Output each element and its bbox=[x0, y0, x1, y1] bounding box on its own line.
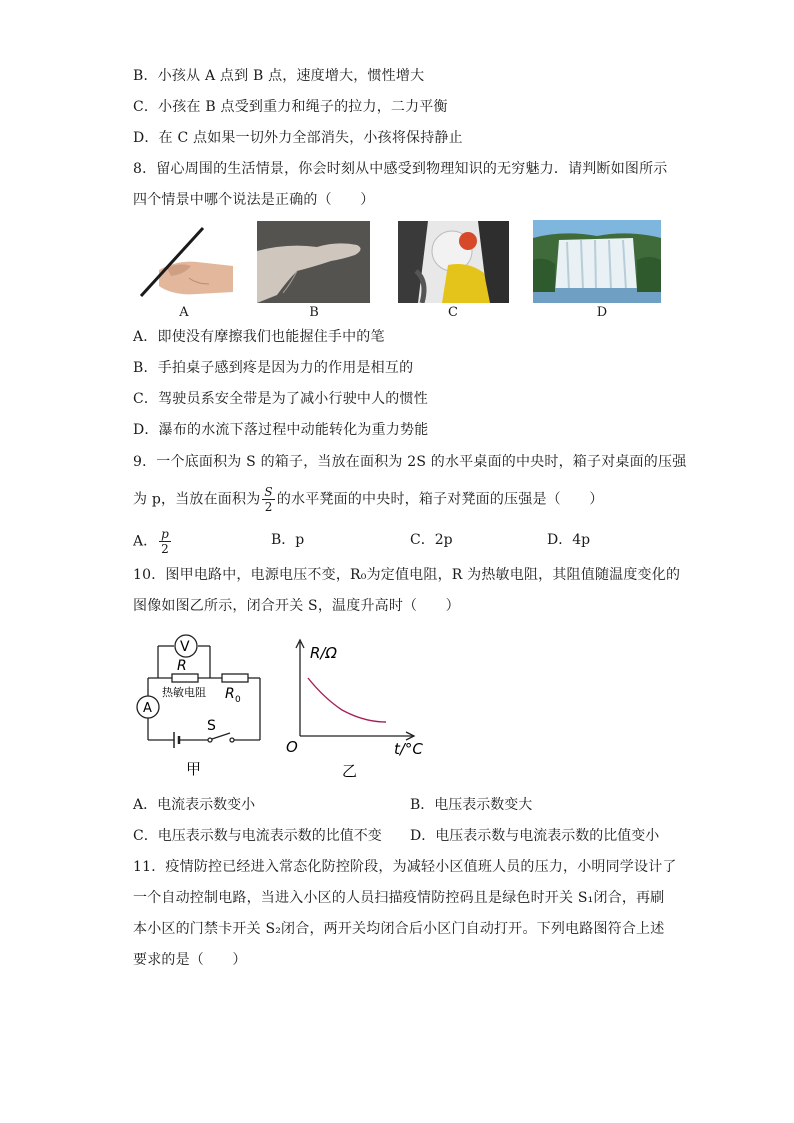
q8-stem-line1: 8．留心周围的生活情景，你会时刻从中感受到物理知识的无穷魅力．请判断如图所示 bbox=[133, 161, 668, 177]
q7-option-d: D．在 C 点如果一切外力全部消失，小孩将保持静止 bbox=[133, 130, 463, 146]
q11-stem-line2: 一个自动控制电路，当进入小区的人员扫描疫情防控码且是绿色时开关 S₁闭合，再刷 bbox=[133, 890, 665, 906]
fixed-resistor-subscript: 0 bbox=[235, 695, 241, 705]
q11-stem-line4: 要求的是（ ） bbox=[133, 952, 247, 968]
q9-stem-line1: 9．一个底面积为 S 的箱子，当放在面积为 2S 的水平桌面的中央时，箱子对桌面的压强 bbox=[133, 454, 687, 470]
q10-option-c: C．电压表示数与电流表示数的比值不变 bbox=[133, 828, 382, 844]
fixed-resistor-label: R bbox=[225, 686, 235, 702]
graph-origin: O bbox=[286, 738, 298, 756]
q11-stem-line3: 本小区的门禁卡开关 S₂闭合，两开关均闭合后小区门自动打开。下列电路图符合上述 bbox=[133, 921, 665, 937]
graph-y-label: R/Ω bbox=[310, 644, 337, 662]
q9-stem-line2-b: 的水平凳面的中央时，箱子对凳面的压强是（ ） bbox=[276, 491, 604, 508]
q9-stem-line2 bbox=[133, 485, 603, 514]
q9-option-b: B．p bbox=[271, 532, 305, 548]
thermistor-label: R bbox=[177, 658, 187, 674]
q8-option-d: D．瀑布的水流下落过程中动能转化为重力势能 bbox=[133, 422, 429, 438]
q11-stem-line1: 11．疫情防控已经进入常态化防控阶段，为减轻小区值班人员的压力，小明同学设计了 bbox=[133, 859, 677, 875]
q7-option-c: C．小孩在 B 点受到重力和绳子的拉力，二力平衡 bbox=[133, 99, 448, 115]
resistance-curve bbox=[308, 678, 386, 722]
graph-caption: 乙 bbox=[342, 762, 358, 780]
q8-option-b: B．手拍桌子感到疼是因为力的作用是相互的 bbox=[133, 360, 414, 376]
q8-caption-a: A bbox=[179, 305, 189, 320]
q7-option-b: B．小孩从 A 点到 B 点，速度增大，惯性增大 bbox=[133, 68, 425, 84]
q8-image-d-waterfall bbox=[533, 220, 661, 303]
q10-option-a: A．电流表示数变小 bbox=[133, 797, 256, 813]
graph-x-label: t/°C bbox=[394, 740, 423, 758]
q8-image-c-driver-airbag bbox=[398, 221, 509, 303]
q10-resistance-temperature-graph bbox=[280, 636, 430, 782]
q10-stem-line2: 图像如图乙所示，闭合开关 S，温度升高时（ ） bbox=[133, 598, 460, 614]
q9-stem-line2-a: 为 p，当放在面积为 bbox=[133, 491, 261, 508]
thermistor-description: 热敏电阻 bbox=[162, 686, 206, 699]
q8-caption-b: B bbox=[309, 305, 319, 320]
q8-image-a-hand-holding-pen bbox=[137, 222, 233, 302]
q9-fraction-s-over-2 bbox=[262, 485, 274, 514]
circuit-caption: 甲 bbox=[186, 760, 202, 778]
q10-circuit-diagram bbox=[128, 630, 268, 780]
fraction-numerator: S bbox=[264, 485, 273, 499]
q8-caption-d: D bbox=[596, 305, 608, 320]
q10-option-d: D．电压表示数与电流表示数的比值变小 bbox=[410, 828, 660, 844]
q9-option-c: C．2p bbox=[410, 532, 453, 548]
q9-option-d: D．4p bbox=[547, 532, 591, 548]
q10-stem-line1: 10．图甲电路中，电源电压不变，R₀为定值电阻，R 为热敏电阻，其阻值随温度变化的 bbox=[133, 567, 681, 583]
fraction-denominator: 2 bbox=[161, 542, 169, 556]
ammeter-label: A bbox=[143, 701, 152, 716]
q9-fraction-p-over-2 bbox=[159, 527, 171, 556]
switch-label: S bbox=[207, 718, 216, 734]
q10-option-b: B．电压表示数变大 bbox=[410, 797, 533, 813]
q8-image-b-hand-on-table bbox=[257, 221, 370, 303]
q8-stem-line2: 四个情景中哪个说法是正确的（ ） bbox=[133, 192, 375, 208]
q8-option-c: C．驾驶员系安全带是为了减小行驶中人的惯性 bbox=[133, 391, 428, 407]
q9-option-a bbox=[133, 527, 173, 556]
option-label: A． bbox=[133, 533, 158, 550]
q8-caption-c: C bbox=[448, 305, 458, 320]
fraction-denominator: 2 bbox=[264, 500, 273, 514]
q8-option-a: A．即使没有摩擦我们也能握住手中的笔 bbox=[133, 329, 385, 345]
voltmeter-label: V bbox=[180, 639, 190, 655]
fraction-numerator: p bbox=[161, 527, 169, 541]
